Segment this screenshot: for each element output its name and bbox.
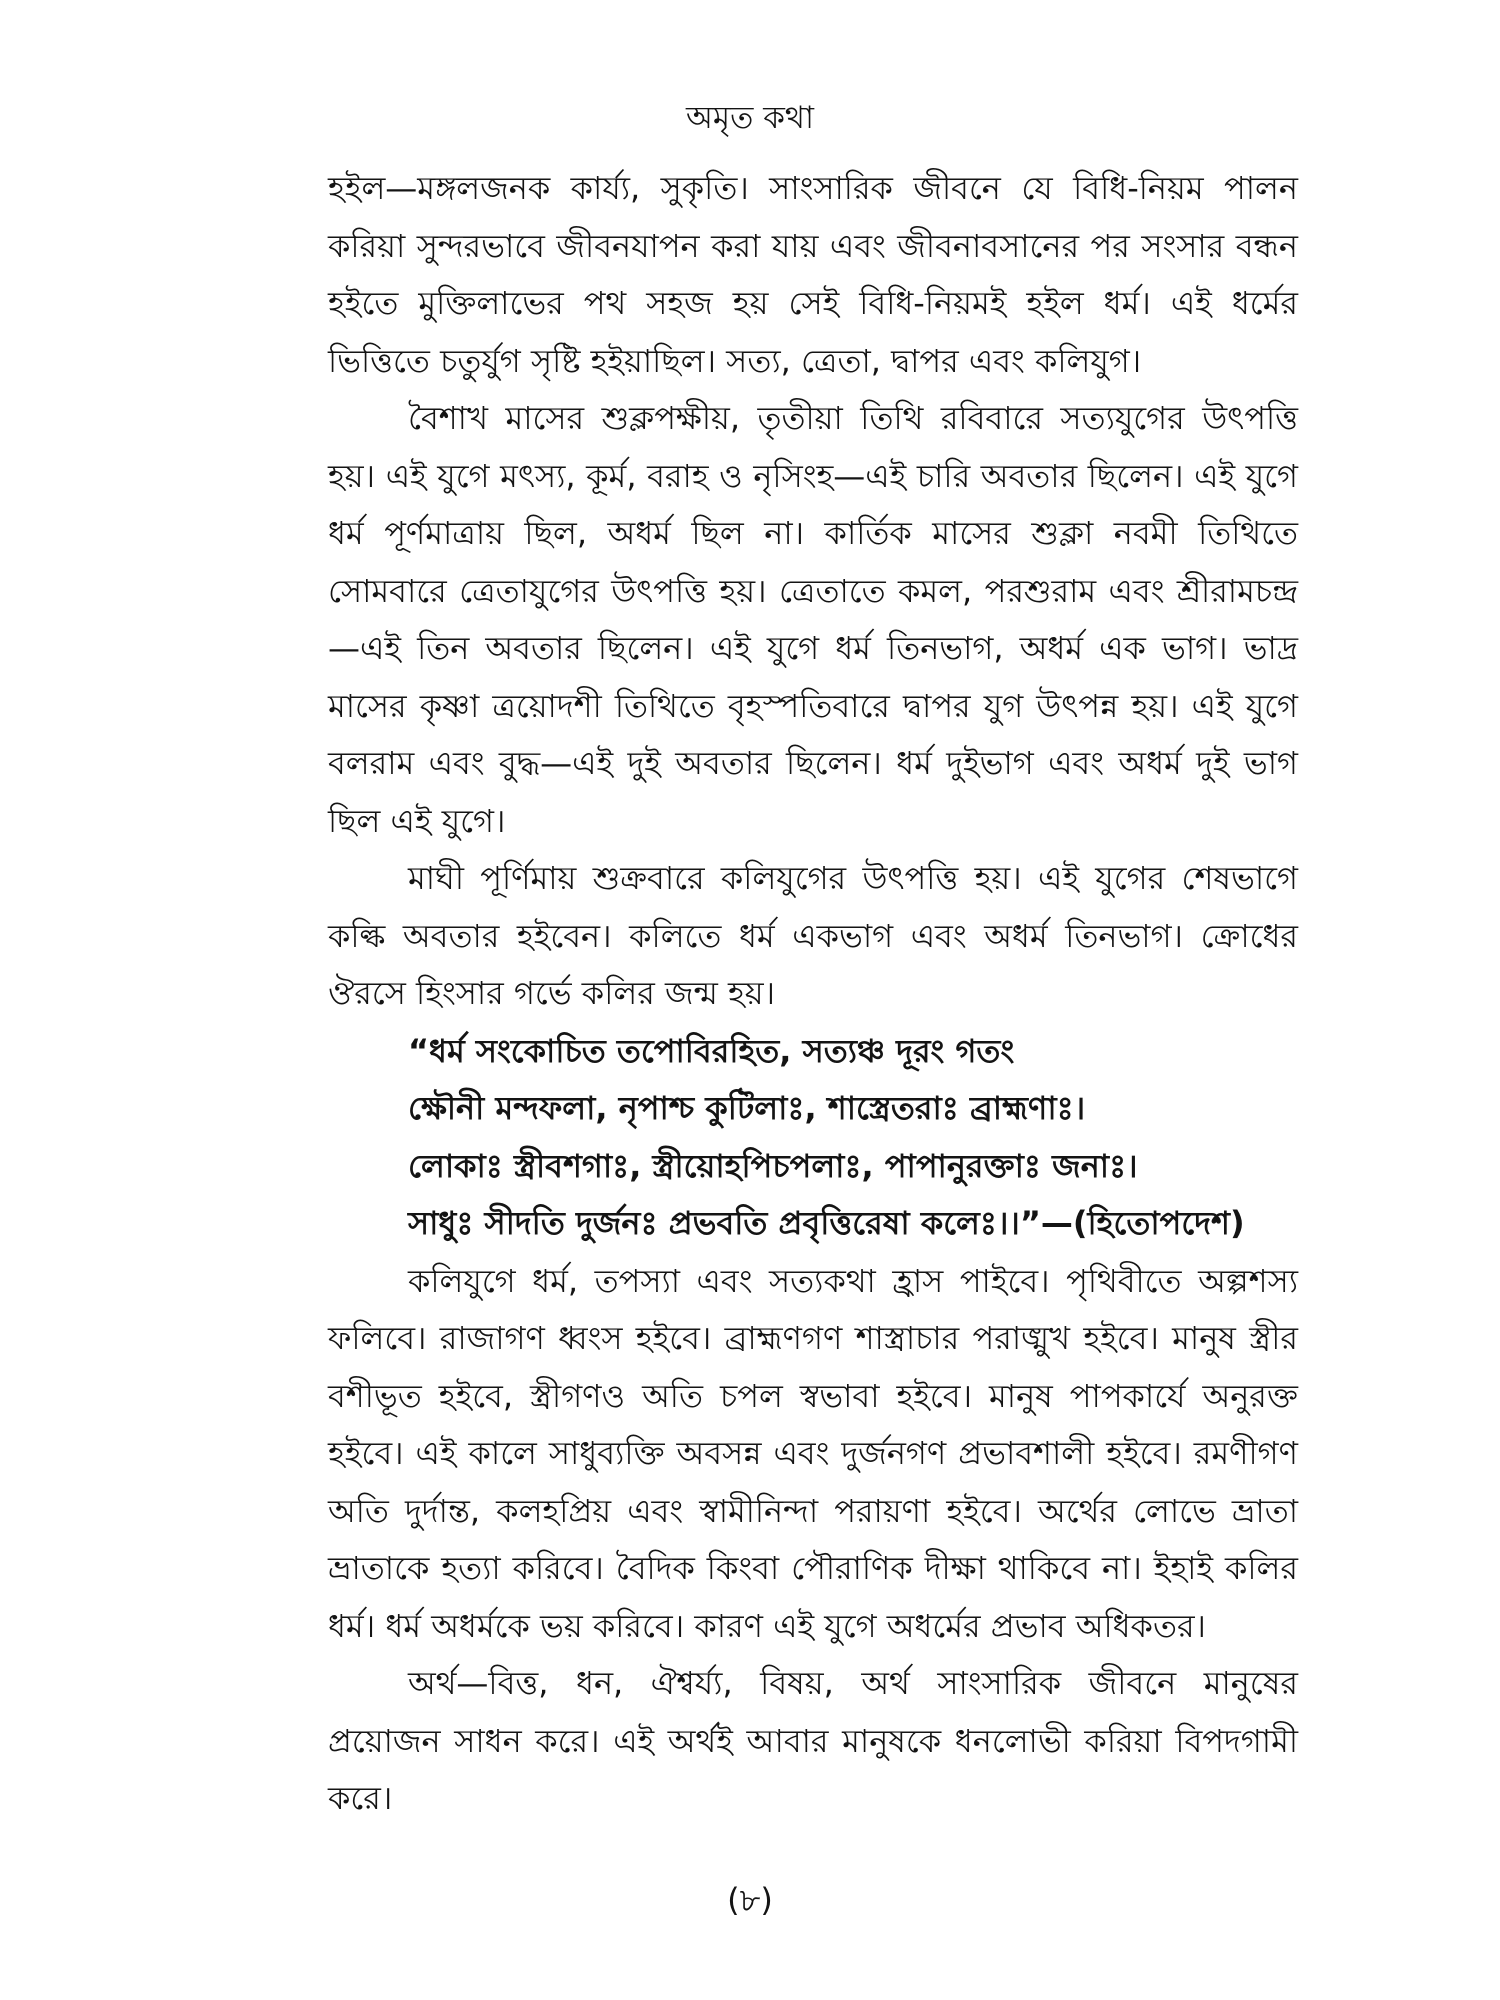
verse-line-1: “ধর্ম সংকোচিত তপোবিরহিত, সত্যঞ্চ দূরং গতং xyxy=(408,1031,1015,1070)
body-text xyxy=(328,160,1298,1828)
verse-line-2: ক্ষৌনী মন্দফলা, নৃপাশ্চ কুটিলাঃ, শাস্ত্রেতরাঃ ব্রাহ্মণাঃ। xyxy=(408,1089,1086,1127)
paragraph-5: অর্থ—বিত্ত, ধন, ঐশ্বর্য্য, বিষয়, অর্থ সাংসারিক জীবনে মানুষের প্রয়োজন সাধন করে। এই অর্থই আবার মানুষকে ধনলোভী করিয়া বিপদগামী করে। xyxy=(328,1664,1298,1817)
paragraph-4: কলিযুগে ধর্ম, তপস্যা এবং সত্যকথা হ্রাস পাইবে। পৃথিবীতে অল্পশস্য ফলিবে। রাজাগণ ধ্বংস হইবে। ব্রাহ্মণগণ শাস্ত্রাচার পরাঙ্মুখ হইবে। মানুষ স্ত্রীর বশীভূত হইবে, স্ত্রীগণও অতি চপল স্বভাবা হইবে। মানুষ পাপকার্যে অনুরক্ত হইবে। এই কালে সাধুব্যক্তি অবসন্ন এবং দুর্জনগণ প্রভাবশালী হইবে। রমণীগণ অতি দুর্দান্ত, কলহপ্রিয় এবং স্বামীনিন্দা পরায়ণা হইবে। অর্থের লোভে ভ্রাতা ভ্রাতাকে হত্যা করিবে। বৈদিক কিংবা পৌরাণিক দীক্ষা থাকিবে না। ইহাই কলির ধর্ম। ধর্ম অধর্মকে ভয় করিবে। কারণ এই যুগে অধর্মের প্রভাব অধিকতর। xyxy=(328,1261,1298,1645)
paragraph-1: হইল—মঙ্গলজনক কার্য্য, সুকৃতি। সাংসারিক জীবনে যে বিধি-নিয়ম পালন করিয়া সুন্দরভাবে জীবনযাপন করা যায় এবং জীবনাবসানের পর সংসার বন্ধন হইতে মুক্তিলাভের পথ সহজ হয় সেই বিধি-নিয়মই হইল ধর্ম। এই ধর্মের ভিত্তিতে চতুর্যুগ সৃষ্টি হইয়াছিল। সত্য, ত্রেতা, দ্বাপর এবং কলিযুগ। xyxy=(328,169,1298,380)
page-number: (৮) xyxy=(727,1881,773,1919)
verse-line-3: লোকাঃ স্ত্রীবশগাঃ, স্ত্রীয়োহপিচপলাঃ, পাপানুরক্তাঃ জনাঃ। xyxy=(408,1146,1138,1185)
paragraph-3: মাঘী পূর্ণিমায় শুক্রবারে কলিযুগের উৎপত্তি হয়। এই যুগের শেষভাগে কল্কি অবতার হইবেন। কলিতে ধর্ম একভাগ এবং অধর্ম তিনভাগ। ক্রোধের ঔরসে হিংসার গর্ভে কলির জন্ম হয়। xyxy=(328,859,1298,1012)
paragraph-2: বৈশাখ মাসের শুক্লপক্ষীয়, তৃতীয়া তিথি রবিবারে সত্যযুগের উৎপত্তি হয়। এই যুগে মৎস্য, কূর্ম, বরাহ ও নৃসিংহ—এই চারি অবতার ছিলেন। এই যুগে ধর্ম পূর্ণমাত্রায় ছিল, অধর্ম ছিল না। কার্তিক মাসের শুক্লা নবমী তিথিতে সোমবারে ত্রেতাযুগের উৎপত্তি হয়। ত্রেতাতে কমল, পরশুরাম এবং শ্রীরামচন্দ্র —এই তিন অবতার ছিলেন। এই যুগে ধর্ম তিনভাগ, অধর্ম এক ভাগ। ভাদ্র মাসের কৃষ্ণা ত্রয়োদশী তিথিতে বৃহস্পতিবারে দ্বাপর যুগ উৎপন্ন হয়। এই যুগে বলরাম এবং বুদ্ধ—এই দুই অবতার ছিলেন। ধর্ম দুইভাগ এবং অধর্ম দুই ভাগ ছিল এই যুগে। xyxy=(328,399,1298,840)
running-title: অমৃত কথা xyxy=(686,100,814,136)
verse-quote xyxy=(328,1023,1298,1253)
verse-line-4: সাধুঃ সীদতি দুর্জনঃ প্রভবতি প্রবৃত্তিরেষা কলেঃ।।”—(হিতোপদেশ) xyxy=(408,1204,1245,1242)
